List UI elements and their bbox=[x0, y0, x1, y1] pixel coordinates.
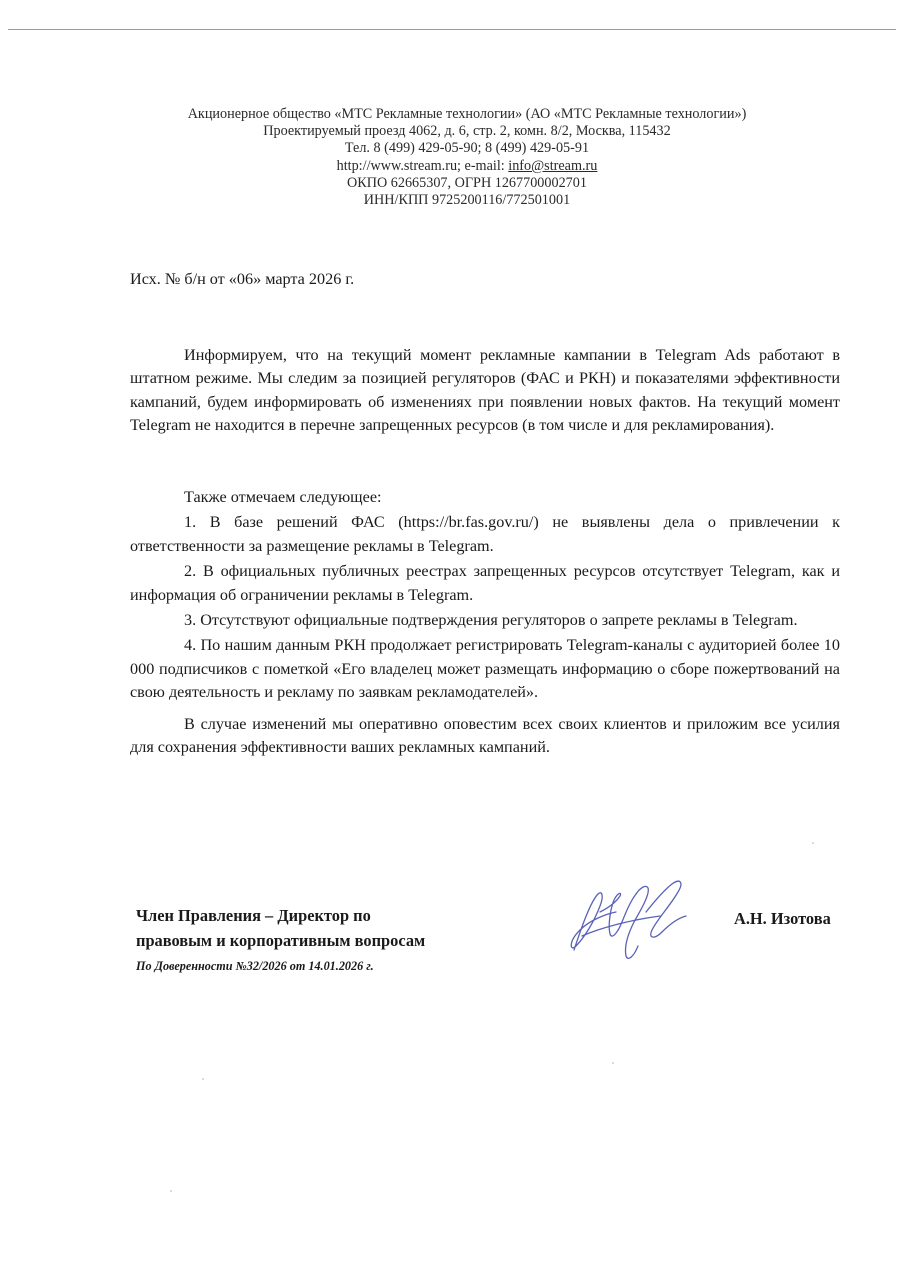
findings-section bbox=[130, 486, 840, 759]
finding-item-2: 2. В официальных публичных реестрах запрещенных ресурсов отсутствует Telegram, как и информация об ограничении рекламы в Telegram. bbox=[130, 562, 840, 604]
signature-stroke-3 bbox=[625, 886, 648, 958]
top-divider-line bbox=[8, 29, 896, 30]
signatory-name: А.Н. Изотова bbox=[734, 909, 831, 928]
signatory-title bbox=[136, 904, 425, 953]
finding-item-4: 4. По нашим данным РКН продолжает регистрировать Telegram-каналы с аудиторией более 10 000 подписчиков с пометкой «Его владелец может размещать информацию о сборе пожертвований на свою деятельность и рекламу по заявкам рекламодателей». bbox=[130, 636, 840, 702]
signatory-title-line-1: Член Правления – Директор по bbox=[136, 906, 371, 925]
scan-speck bbox=[202, 1078, 204, 1080]
company-phones: Тел. 8 (499) 429-05-90; 8 (499) 429-05-91 bbox=[344, 140, 590, 157]
company-address: Проектируемый проезд 4062, д. 6, стр. 2, комн. 8/2, Москва, 115432 bbox=[263, 123, 671, 140]
signatory-title-line-2: правовым и корпоративным вопросам bbox=[136, 930, 426, 950]
company-web-contacts bbox=[0, 158, 904, 175]
power-of-attorney-note: По Доверенности №32/2026 от 14.01.2026 г. bbox=[136, 959, 374, 973]
signature-stroke-4 bbox=[646, 881, 686, 937]
company-name: Акционерное общество «МТС Рекламные технологии» (АО «МТС Рекламные технологии») bbox=[187, 106, 747, 122]
closing-paragraph: В случае изменений мы оперативно оповестим всех своих клиентов и приложим все усилия для сохранения эффективности ваших рекламных кампаний. bbox=[130, 714, 840, 757]
scan-speck bbox=[170, 1190, 172, 1192]
handwritten-signature bbox=[560, 872, 710, 972]
company-registration-codes: ОКПО 62665307, ОГРН 1267700002701 bbox=[347, 174, 587, 191]
letterhead bbox=[0, 106, 904, 209]
finding-item-3: 3. Отсутствуют официальные подтверждения регуляторов о запрете рекламы в Telegram. bbox=[184, 611, 798, 630]
finding-item-1: 1. В базе решений ФАС (https://br.fas.gov.ru/) не выявлены дела о привлечении к ответственности за размещение рекламы в Telegram. bbox=[130, 513, 840, 555]
intro-paragraph: Информируем, что на текущий момент рекламные кампании в Telegram Ads работают в штатном режиме. Мы следим за позицией регуляторов (ФАС и РКН) и показателями эффективности кампаний, будем информировать об изменениях при появлении новых фактов. На текущий момент Telegram не находится в перечне запрещенных ресурсов (в том числе и для рекламирования). bbox=[130, 346, 840, 435]
scan-speck bbox=[812, 842, 814, 844]
email-link[interactable]: info@stream.ru bbox=[508, 157, 598, 174]
company-tax-ids: ИНН/КПП 9725200116/772501001 bbox=[363, 192, 571, 209]
scan-speck bbox=[612, 1062, 614, 1064]
website-text: http://www.stream.ru; e-mail: bbox=[336, 157, 509, 174]
findings-lead: Также отмечаем следующее: bbox=[184, 488, 382, 506]
outgoing-reference: Исх. № б/н от «06» марта 2026 г. bbox=[130, 270, 355, 288]
intro-section bbox=[130, 344, 840, 438]
